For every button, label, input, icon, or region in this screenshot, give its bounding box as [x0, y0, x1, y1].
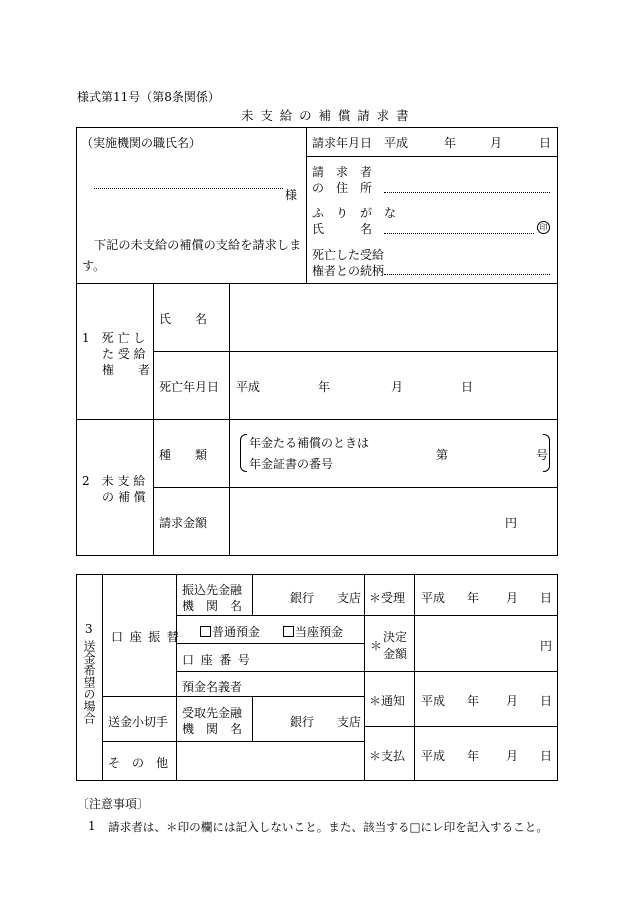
sec1-heading-3: 権 者 — [102, 363, 151, 377]
relation-label-1: 死亡した受給 — [312, 248, 385, 262]
decided-yen: 円 — [540, 639, 553, 653]
recv-bank-label-1: 受取先金融 — [182, 706, 243, 720]
amount-yen: 円 — [505, 516, 518, 530]
request-date-era: 平成 — [384, 136, 409, 150]
right-bracket — [543, 434, 550, 472]
furigana-label: ふ り が な — [312, 206, 397, 220]
agency-label: （実施機関の職氏名） — [81, 136, 202, 150]
ordinary-deposit-option[interactable]: 普通預金 — [200, 623, 260, 640]
pension-note-1: 年金たる補償のときは — [249, 436, 370, 450]
note-1-number: 1 — [88, 819, 96, 833]
form-number: 様式第11号（第8条関係） — [77, 90, 220, 104]
receipt-year: 年 — [467, 591, 480, 605]
decided-label-2: 金額 — [383, 647, 408, 661]
notes-heading: 〔注意事項〕 — [77, 797, 150, 811]
account-number-field[interactable] — [254, 645, 362, 669]
request-text-line2: す。 — [82, 259, 106, 273]
request-date-day: 日 — [539, 136, 552, 150]
bank-label-2: 機 関 名 — [182, 599, 243, 613]
address-label: の 住 所 — [312, 181, 373, 195]
recv-bank-suffix: 銀行 — [290, 715, 315, 729]
notice-year: 年 — [467, 694, 480, 708]
current-checkbox[interactable] — [283, 626, 294, 637]
payment-year: 年 — [467, 749, 480, 763]
other-label: そ の 他 — [108, 756, 169, 770]
notice-era: 平成 — [421, 694, 446, 708]
seal-mark: 印 — [537, 221, 550, 234]
ordinary-checkbox[interactable] — [200, 626, 211, 637]
payment-day: 日 — [540, 749, 553, 763]
claimant-name-field[interactable] — [384, 233, 534, 234]
left-bracket — [240, 434, 247, 472]
deceased-name-field[interactable] — [231, 286, 555, 348]
check-label: 送金小切手 — [108, 715, 169, 729]
bank-suffix: 銀行 — [290, 591, 315, 605]
decided-asterisk: ＊ — [370, 639, 383, 653]
sama-label: 様 — [285, 188, 298, 202]
holder-label: 預金名義者 — [182, 680, 243, 694]
recv-bank-label-2: 機 関 名 — [182, 722, 243, 736]
note-1-text: 請求者は、＊印の欄には記入しないこと。また、該当する□にレ印を記入すること。 — [108, 820, 548, 834]
receipt-month: 月 — [506, 591, 519, 605]
death-date-label: 死亡年月日 — [159, 380, 220, 394]
relation-label-2: 権者との続柄 — [312, 264, 385, 278]
payment-era: 平成 — [421, 749, 446, 763]
receipt-label: ＊受理 — [369, 591, 406, 605]
claimant-label: 請 求 者 — [312, 165, 373, 179]
death-date-era: 平成 — [236, 380, 261, 394]
amount-label: 請求金額 — [159, 516, 208, 530]
recv-branch-suffix: 支店 — [337, 715, 362, 729]
account-transfer-label: 口座振替 — [111, 630, 186, 644]
sec1-heading-1: 1 死 亡 し — [82, 331, 146, 345]
death-date-month: 月 — [391, 380, 404, 394]
holder-field[interactable] — [254, 673, 362, 694]
claimant-name-label: 氏 名 — [312, 222, 373, 236]
bank-label-1: 振込先金融 — [182, 583, 243, 597]
sec3-number: 3 — [85, 622, 93, 636]
sec1-heading-2: た 受 給 — [102, 347, 146, 361]
current-deposit-option[interactable]: 当座預金 — [283, 623, 343, 640]
other-field[interactable] — [178, 743, 362, 779]
account-number-label: 口座番号 — [182, 653, 257, 667]
death-date-day: 日 — [461, 380, 474, 394]
decided-label-1: 決定 — [383, 630, 408, 644]
form-title: 未支給の補償請求書 — [241, 108, 416, 123]
death-date-year: 年 — [318, 380, 331, 394]
certificate-go: 号 — [536, 448, 549, 462]
sec2-heading-1: 2 未 支 給 — [82, 474, 146, 488]
request-date-year: 年 — [444, 136, 457, 150]
pension-note-2: 年金証書の番号 — [249, 457, 334, 471]
sec3-heading: 送金希望の場合 — [82, 640, 96, 724]
receipt-day: 日 — [540, 591, 553, 605]
receipt-era: 平成 — [421, 591, 446, 605]
notice-day: 日 — [540, 694, 553, 708]
request-date-month: 月 — [490, 136, 503, 150]
notice-label: ＊通知 — [369, 694, 406, 708]
kind-label: 種 類 — [159, 448, 208, 462]
request-date-label: 請求年月日 — [312, 136, 373, 150]
agency-name-field[interactable] — [94, 188, 283, 189]
sec2-heading-2: の 補 償 — [102, 490, 146, 504]
address-field[interactable] — [384, 192, 550, 193]
amount-field[interactable] — [231, 490, 501, 552]
payment-label: ＊支払 — [369, 749, 406, 763]
certificate-dai: 第 — [436, 448, 449, 462]
branch-suffix: 支店 — [337, 591, 362, 605]
payment-month: 月 — [506, 749, 519, 763]
request-text-line1: 下記の未支給の補償の支給を請求しま — [94, 238, 302, 252]
relation-field[interactable] — [384, 274, 550, 275]
deceased-name-label: 氏 名 — [159, 312, 208, 326]
notice-month: 月 — [506, 694, 519, 708]
